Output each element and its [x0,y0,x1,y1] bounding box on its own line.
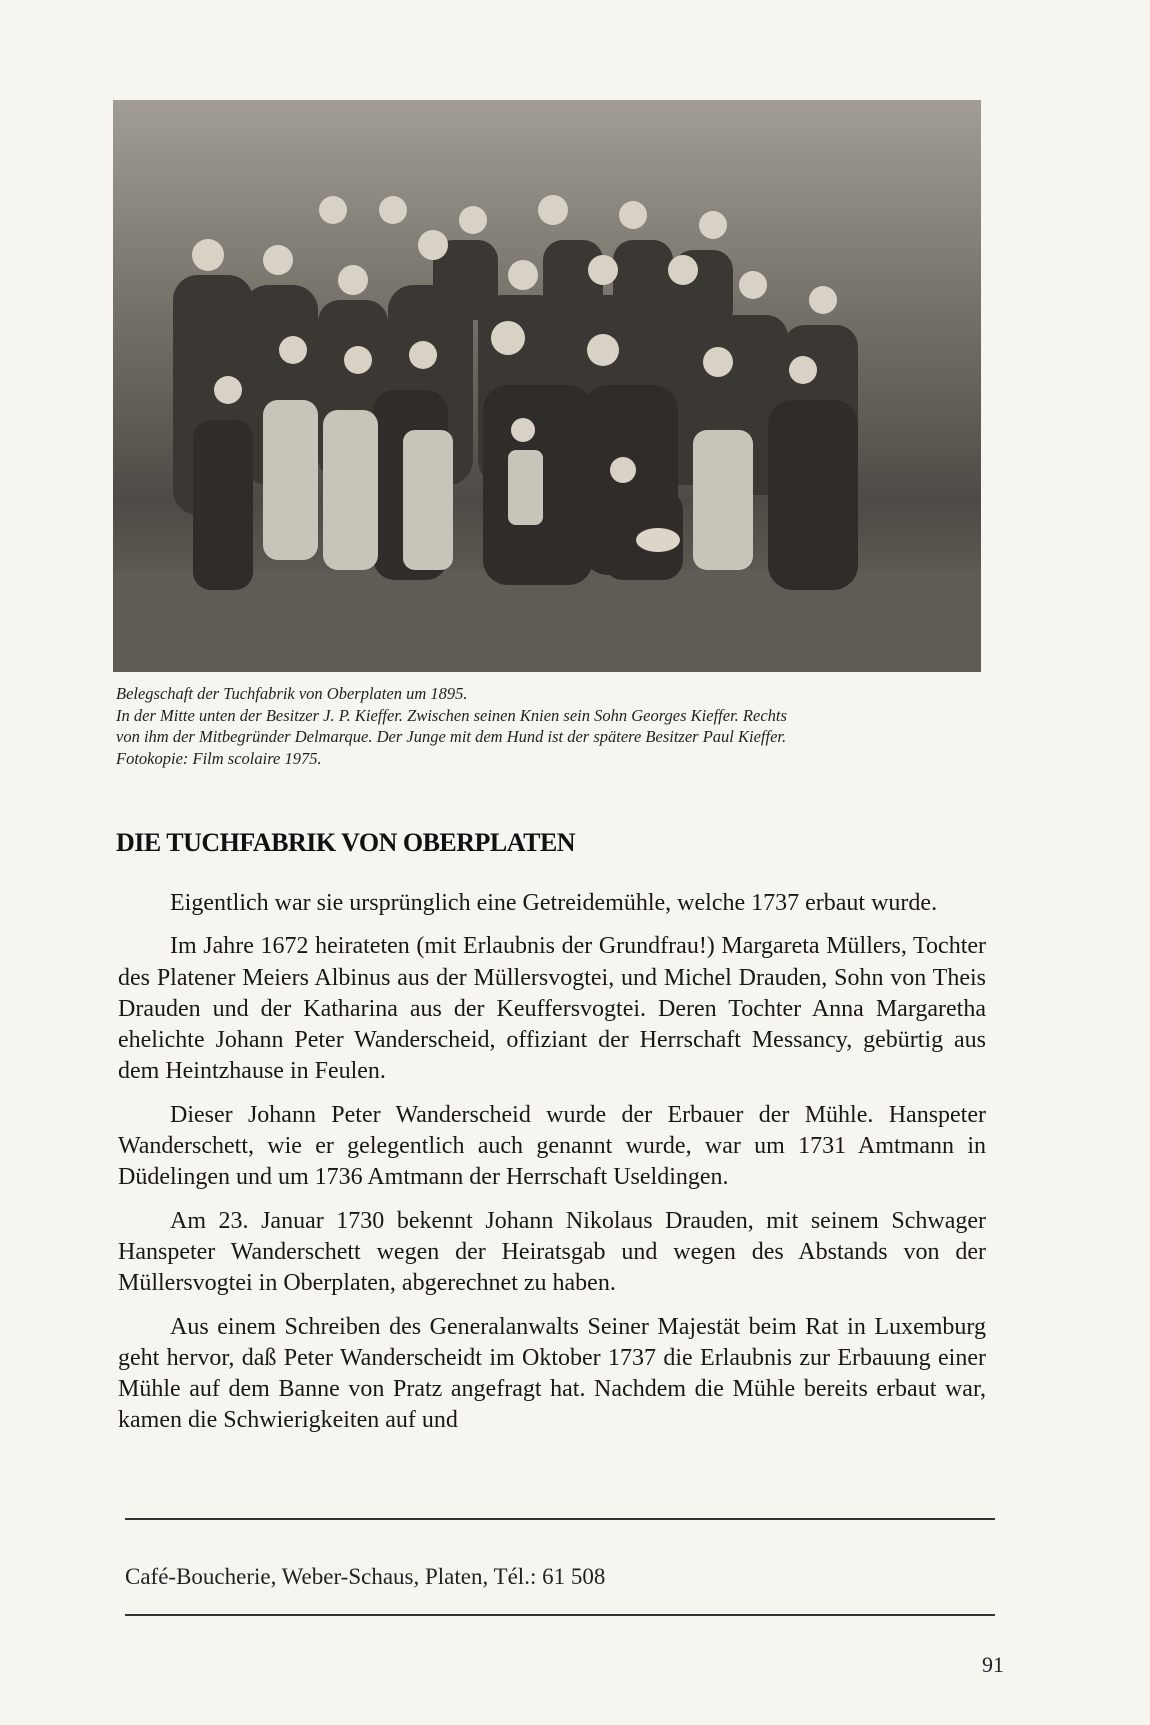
page-number: 91 [982,1652,1004,1677]
caption-line: Fotokopie: Film scolaire 1975. [116,748,322,768]
group-photo [113,100,981,672]
article-body [118,888,986,1449]
section-heading: DIE TUCHFABRIK VON OBERPLATEN [116,828,576,857]
paragraph: Aus einem Schreiben des Generalanwalts Seiner Majestät beim Rat in Luxemburg geht hervor, daß Peter Wanderscheidt im Oktober 1737 die Erlaubnis zur Erbauung einer Mühle auf dem Banne von Pratz angefragt hat. Nachdem die Mühle bereits erbaut war, kamen die Schwierigkeiten auf und [118,1313,986,1434]
photo-caption [116,683,996,769]
footer-rule-top [125,1518,995,1520]
paragraph: Am 23. Januar 1730 bekennt Johann Nikolaus Drauden, mit seinem Schwager Hanspeter Wanderschett wegen der Heiratsgab und wegen des Abstands von der Müllersvogtei in Oberplaten, abgerechnet zu haben. [118,1207,986,1297]
group-photo-icon [113,100,981,672]
paragraph: Dieser Johann Peter Wanderscheid wurde der Erbauer der Mühle. Hanspeter Wanderschett, wie er gelegentlich auch genannt wurde, war um 1731 Amtmann in Düdelingen und um 1736 Amtmann der Herrschaft Useldingen. [118,1101,986,1191]
footer-advertisement: Café-Boucherie, Weber-Schaus, Platen, Tél.: 61 508 [125,1564,606,1589]
paragraph: Im Jahre 1672 heirateten (mit Erlaubnis der Grundfrau!) Margareta Müllers, Tochter des Platener Meiers Albinus aus der Müllersvogtei, und Michel Drauden, Sohn von Theis Drauden und der Katharina aus der Keuffersvogtei. Deren Tochter Anna Margaretha ehelichte Johann Peter Wanderscheid, offiziant der Herrschaft Messancy, gebürtig aus dem Heintzhause in Feulen. [118,933,986,1085]
paragraph: Eigentlich war sie ursprünglich eine Getreidemühle, welche 1737 erbaut wurde. [170,890,938,916]
caption-line: Belegschaft der Tuchfabrik von Oberplaten um 1895. [116,684,468,703]
caption-line: In der Mitte unten der Besitzer J. P. Kieffer. Zwischen seinen Knien sein Sohn Georges Kieffer. Rechts [116,705,787,725]
footer-rule-bottom [125,1614,995,1616]
caption-line: von ihm der Mitbegründer Delmarque. Der Junge mit dem Hund ist der spätere Besitzer Paul Kieffer. [116,727,787,746]
